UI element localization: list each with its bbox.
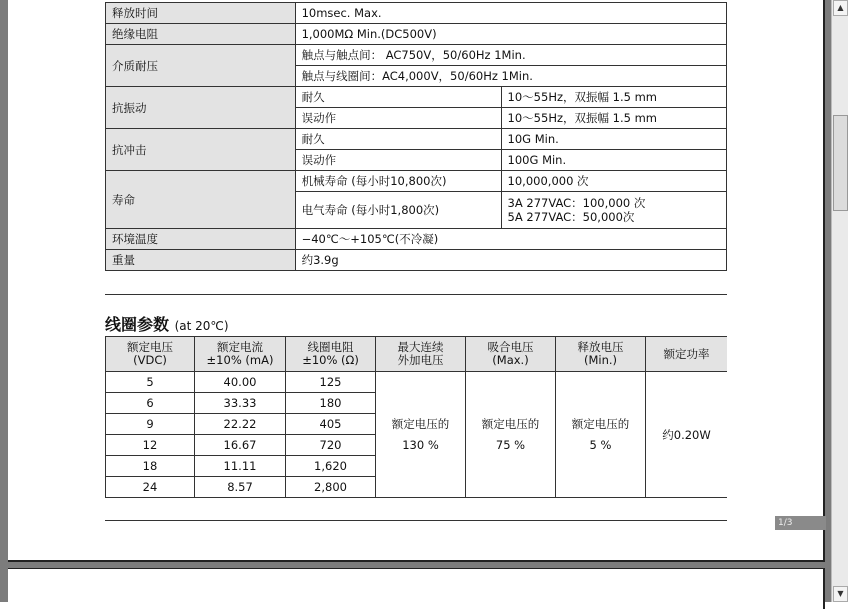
coil-title: 线圈参数 xyxy=(105,315,170,334)
table-row xyxy=(106,45,727,66)
table-row xyxy=(106,250,727,271)
document-page-2 xyxy=(8,568,825,609)
scroll-up-icon[interactable]: ▲ xyxy=(833,0,848,16)
value-insulation: 1,000MΩ Min.(DC500V) xyxy=(295,24,726,45)
shock-malfunction: 误动作 xyxy=(295,150,501,171)
resistance-cell: 405 xyxy=(286,414,376,435)
label-vibration: 抗振动 xyxy=(106,87,296,129)
page-indicator: 1/3 xyxy=(775,516,826,530)
header-coil-resistance: 线圈电阻 ±10% (Ω) xyxy=(286,337,376,372)
scroll-thumb[interactable] xyxy=(833,115,848,211)
pickup-voltage-cell: 额定电压的 75 % xyxy=(466,372,556,498)
value-dielectric-2: 触点与线圈间：AC4,000V，50/60Hz 1Min. xyxy=(295,66,726,87)
value-dielectric-1: 触点与触点间： AC750V，50/60Hz 1Min. xyxy=(295,45,726,66)
header-max-voltage: 最大连续 外加电压 xyxy=(376,337,466,372)
voltage-cell: 24 xyxy=(106,477,195,498)
bottom-divider xyxy=(105,520,727,521)
max-voltage-cell: 额定电压的 130 % xyxy=(376,372,466,498)
voltage-cell: 9 xyxy=(106,414,195,435)
vibration-malfunction-value: 10～55Hz，双振幅 1.5 mm xyxy=(501,108,726,129)
label-temperature: 环境温度 xyxy=(106,229,296,250)
label-weight: 重量 xyxy=(106,250,296,271)
resistance-cell: 125 xyxy=(286,372,376,393)
voltage-cell: 18 xyxy=(106,456,195,477)
resistance-cell: 180 xyxy=(286,393,376,414)
life-mechanical: 机械寿命 (每小时10,800次) xyxy=(295,171,501,192)
value-release-time: 10msec. Max. xyxy=(295,3,726,24)
label-life: 寿命 xyxy=(106,171,296,229)
shock-endurance: 耐久 xyxy=(295,129,501,150)
current-cell: 16.67 xyxy=(195,435,286,456)
resistance-cell: 720 xyxy=(286,435,376,456)
table-row xyxy=(106,372,728,393)
header-release-voltage: 释放电压 (Min.) xyxy=(556,337,646,372)
life-electrical-value-2: 5A 277VAC：50,000次 xyxy=(507,210,635,224)
header-rated-voltage: 额定电压 (VDC) xyxy=(106,337,195,372)
spec-table xyxy=(105,2,727,271)
section-divider xyxy=(105,294,727,295)
value-temperature: −40℃～+105℃(不冷凝) xyxy=(295,229,726,250)
vibration-endurance-value: 10～55Hz，双振幅 1.5 mm xyxy=(501,87,726,108)
resistance-cell: 1,620 xyxy=(286,456,376,477)
label-shock: 抗冲击 xyxy=(106,129,296,171)
voltage-cell: 12 xyxy=(106,435,195,456)
current-cell: 40.00 xyxy=(195,372,286,393)
vibration-endurance: 耐久 xyxy=(295,87,501,108)
vibration-malfunction: 误动作 xyxy=(295,108,501,129)
vertical-scrollbar[interactable] xyxy=(831,0,848,602)
table-row xyxy=(106,24,727,45)
life-electrical: 电气寿命 (每小时1,800次) xyxy=(295,192,501,229)
current-cell: 22.22 xyxy=(195,414,286,435)
header-rated-power: 额定功率 xyxy=(646,337,728,372)
coil-table xyxy=(105,336,727,498)
release-voltage-cell: 额定电压的 5 % xyxy=(556,372,646,498)
table-row xyxy=(106,171,727,192)
life-mechanical-value: 10,000,000 次 xyxy=(501,171,726,192)
label-insulation: 绝缘电阻 xyxy=(106,24,296,45)
header-pickup-voltage: 吸合电压 (Max.) xyxy=(466,337,556,372)
shock-endurance-value: 10G Min. xyxy=(501,129,726,150)
scroll-down-icon[interactable]: ▼ xyxy=(833,586,848,602)
life-electrical-value-1: 3A 277VAC：100,000 次 xyxy=(507,196,646,210)
resistance-cell: 2,800 xyxy=(286,477,376,498)
table-row xyxy=(106,229,727,250)
coil-subtitle: (at 20℃) xyxy=(174,319,229,333)
value-weight: 约3.9g xyxy=(295,250,726,271)
current-cell: 33.33 xyxy=(195,393,286,414)
life-electrical-value xyxy=(501,192,726,229)
label-release-time: 释放时间 xyxy=(106,3,296,24)
coil-header-row xyxy=(106,337,728,372)
current-cell: 11.11 xyxy=(195,456,286,477)
table-row xyxy=(106,129,727,150)
shock-malfunction-value: 100G Min. xyxy=(501,150,726,171)
table-row xyxy=(106,3,727,24)
voltage-cell: 5 xyxy=(106,372,195,393)
coil-section-title xyxy=(105,312,229,335)
header-rated-current: 额定电流 ±10% (mA) xyxy=(195,337,286,372)
voltage-cell: 6 xyxy=(106,393,195,414)
label-dielectric: 介质耐压 xyxy=(106,45,296,87)
current-cell: 8.57 xyxy=(195,477,286,498)
table-row xyxy=(106,87,727,108)
rated-power-cell: 约0.20W xyxy=(646,372,728,498)
